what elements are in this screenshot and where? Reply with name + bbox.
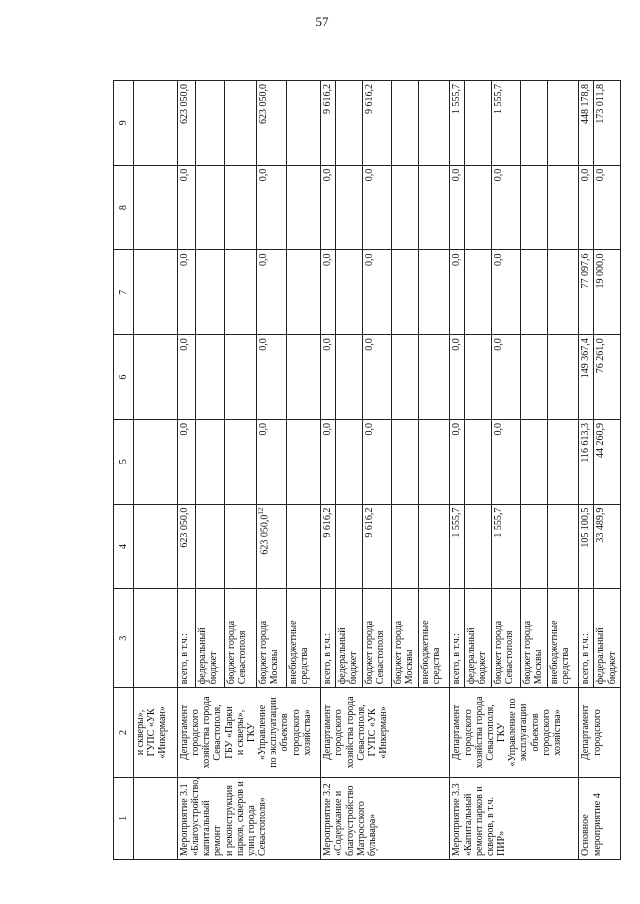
executor-cell [579,688,621,777]
text-line: федеральный бюджет [337,627,360,685]
amount-cell [286,419,320,504]
amount-cell [579,165,594,250]
text-line: городского [540,709,552,756]
text-line: внебюджетные [419,620,431,685]
amount-cell [391,419,418,504]
text-line: хозяйства» [552,709,564,756]
amount-value: 1 555,7 [451,84,463,114]
amount-value: 44 260,9 [595,422,607,458]
col-header: 6 [114,335,134,420]
amount-cell [257,250,287,335]
amount-cell [391,250,418,335]
text-line: Матросского [355,801,367,856]
funding-source-cell [450,589,465,688]
amount-cell [548,250,579,335]
amount-cell [286,335,320,420]
text-line: бюджет города [363,620,375,685]
amount-value: 0,0 [178,422,190,436]
amount-value: 0,0 [322,253,334,266]
text-line: улиц города [245,805,257,856]
text-line: городского [462,709,474,756]
amount-value: 0,0 [322,168,334,182]
text-line: объектов [279,713,291,752]
amount-value: 0,0 [580,168,592,182]
amount-cell [579,419,594,504]
amount-cell [321,335,336,420]
amount-cell [336,81,363,166]
amount-cell [418,335,449,420]
funding-source-cell [418,589,449,688]
text-line: всего, в т.ч.: [322,633,334,685]
funding-source-cell [177,589,195,688]
amount-cell [196,335,225,420]
amount-value: 19 000,0 [595,253,607,289]
amount-value: 33 489,9 [595,507,607,543]
amount-cell [594,165,621,250]
amount-cell [391,165,418,250]
table-cell [133,589,177,688]
amount-cell [336,504,363,589]
amount-cell [450,335,465,420]
amount-cell [465,419,492,504]
text-line: городского [591,709,603,756]
amount-value: 1 555,7 [451,507,463,538]
text-line: Севастополя [237,630,249,685]
amount-cell [286,165,320,250]
table-cell [133,250,177,335]
amount-cell [196,504,225,589]
amount-cell [362,165,391,250]
text-line: и реконструкция [223,785,235,856]
amount-value: 0,0 [363,253,375,266]
text-line: Москвы [404,649,415,685]
amount-value: 0,0 [363,422,375,436]
col-header: 8 [114,165,134,250]
amount-cell [594,250,621,335]
text-line: бюджет города [521,620,533,685]
amount-cell [286,250,320,335]
amount-cell [362,335,391,420]
amount-cell [520,165,547,250]
text-line: капитальный ремонт [201,800,224,856]
amount-value: 0,0 [258,168,270,182]
amount-cell [418,165,449,250]
amount-cell [177,335,195,420]
table-cell [133,165,177,250]
funding-source-cell [491,589,520,688]
amount-cell [225,81,257,166]
text-line: мероприятие 4 [591,793,603,856]
budget-table [113,80,621,860]
text-line: Москвы [533,649,545,685]
amount-cell [465,81,492,166]
text-line: бюджет города [392,620,404,685]
text-line: «Содержание и [333,790,345,856]
funding-source-cell [286,589,320,688]
text-line: всего, в т.ч.: [451,633,463,685]
amount-cell [336,419,363,504]
text-line: городского [290,709,302,756]
text-line: «Инкерман» [157,706,169,759]
amount-value: 623 050,0 [178,84,190,124]
text-line: внебюджетные [549,620,561,685]
amount-cell [594,419,621,504]
amount-value: 105 100,5 [580,507,592,548]
amount-cell [286,504,320,589]
amount-cell [362,250,391,335]
amount-cell [391,81,418,166]
amount-cell [548,419,579,504]
amount-value: 0,0 [451,168,463,182]
measure-name-cell [321,777,450,859]
amount-value: 0,0 [492,338,504,351]
amount-cell [336,165,363,250]
amount-value: 0,0 [178,168,190,182]
amount-cell [548,335,579,420]
amount-cell [321,250,336,335]
amount-cell [177,81,195,166]
table-cell [133,81,177,166]
amount-value: 0,0 [178,253,190,266]
text-line: Департамент [322,704,334,761]
amount-cell [321,504,336,589]
text-line: Севастополя [503,630,515,685]
text-line: Департамент [178,704,190,761]
amount-cell [225,419,257,504]
col-header: 7 [114,250,134,335]
text-line: средства [299,647,311,685]
funding-source-cell [321,589,336,688]
amount-value: 0,0 [258,253,270,266]
amount-value: 448 178,8 [580,84,592,124]
amount-cell [491,504,520,589]
amount-cell [177,419,195,504]
funding-source-cell [465,589,492,688]
amount-cell [520,504,547,589]
text-line: Мероприятие 3.2 [322,783,334,856]
text-line: объектов [529,713,541,752]
funding-source-cell [579,589,594,688]
amount-value: 0,0 [322,338,334,351]
text-line: федеральный бюджет [466,627,489,685]
amount-value: 116 613,3 [580,422,592,463]
amount-cell [491,335,520,420]
text-line: «Инкерман» [378,706,390,759]
amount-cell [196,250,225,335]
text-line: всего, в т.ч.: [178,633,190,685]
amount-value: 9 616,2 [322,84,334,114]
col-header: 9 [114,81,134,166]
amount-value: 149 367,4 [580,338,592,379]
amount-value: 9 616,2 [363,507,375,538]
text-line: эксплуатации [518,703,530,762]
amount-cell [594,504,621,589]
text-line: хозяйства города [344,696,356,769]
text-line: и скверы», [134,709,146,756]
amount-cell [450,250,465,335]
text-line: городского [333,709,345,756]
amount-cell [491,419,520,504]
text-line: благоустройство [344,785,356,856]
amount-cell [548,504,579,589]
text-line: Мероприятие 3.3 [451,783,463,856]
table-cell [133,335,177,420]
amount-cell [362,419,391,504]
amount-cell [491,250,520,335]
col-header: 3 [114,589,134,688]
col-header: 1 [114,777,134,859]
table-row [177,81,195,860]
amount-value: 0,0 [322,422,334,436]
amount-cell [418,81,449,166]
text-line: ГКУ [245,722,257,743]
footnote-marker: 12 [257,507,266,515]
text-line: ГУПС «УК [146,708,158,757]
amount-value: 0,0 [258,422,270,436]
amount-value: 0,0 [451,422,463,436]
amount-cell [257,419,287,504]
table-cell [133,504,177,589]
text-line: Мероприятие 3.1 [178,783,190,856]
amount-cell [579,335,594,420]
funding-source-cell [257,589,287,688]
text-line: хозяйства города [473,696,485,769]
text-line: Севастополя, [212,704,224,761]
amount-cell [257,165,287,250]
amount-cell [594,335,621,420]
text-line: ГБУ «Парки [223,706,235,759]
text-line: Департамент [580,704,592,761]
funding-source-cell [520,589,547,688]
amount-cell [548,81,579,166]
amount-cell [257,335,287,420]
table-cell [133,777,177,859]
amount-cell [450,504,465,589]
measure-name-cell [579,777,621,859]
executor-cell [321,688,450,777]
table-row [321,81,336,860]
rotated-table-wrapper [113,80,621,860]
amount-cell [362,81,391,166]
amount-cell [450,81,465,166]
text-line: Москвы [269,649,281,685]
amount-cell [196,165,225,250]
text-line: парков, скверов и [234,781,246,856]
amount-cell [362,504,391,589]
text-line: Севастополя, [355,704,367,761]
text-line: федеральный бюджет [595,627,618,685]
amount-cell [321,81,336,166]
amount-value: 0,0 [258,338,270,351]
amount-value: 623 050,0 [178,507,190,548]
text-line: Севастополя, [484,704,496,761]
text-line: и скверы», [234,709,246,756]
amount-cell [465,504,492,589]
text-line: всего, в т.ч.: [580,633,592,685]
text-line: средства [431,647,443,685]
amount-cell [418,504,449,589]
text-line: Основное [580,814,592,856]
amount-value: 0,0 [451,338,463,351]
text-line: федеральный бюджет [197,627,220,685]
amount-cell [257,81,287,166]
amount-cell [520,335,547,420]
amount-value: 1 555,7 [492,507,504,538]
col-header: 5 [114,419,134,504]
text-line: внебюджетные [287,620,299,685]
amount-value: 623 050,0 [259,514,271,555]
amount-cell [465,335,492,420]
text-line: ГУПС «УК [366,708,378,757]
amount-cell [520,81,547,166]
amount-cell [257,504,287,589]
text-line: бульвара» [366,813,378,856]
amount-cell [418,419,449,504]
amount-value: 0,0 [363,338,375,351]
amount-cell [579,250,594,335]
funding-source-cell [196,589,225,688]
text-line: средства [560,647,572,685]
text-line: Севастополя [374,630,386,685]
text-line: Севастополя» [257,797,269,856]
page-number: 57 [315,14,329,29]
measure-name-cell [450,777,579,859]
amount-cell [391,504,418,589]
amount-value: 77 097,6 [580,253,592,289]
amount-cell [450,165,465,250]
amount-value: 0,0 [451,253,463,266]
col-header: 2 [114,688,134,777]
funding-source-cell [225,589,257,688]
text-line: хозяйства города [201,696,213,769]
amount-cell [225,504,257,589]
amount-cell [548,165,579,250]
continuation-row [133,81,177,860]
table-row [450,81,465,860]
column-number-row [114,81,134,860]
amount-cell [177,165,195,250]
amount-cell [321,419,336,504]
text-line: «Управление [257,704,269,761]
text-line: бюджет города [492,620,504,685]
executor-cell [450,688,579,777]
table-cell [133,419,177,504]
amount-cell [321,165,336,250]
col-header: 4 [114,504,134,589]
amount-cell [579,81,594,166]
amount-value: 0,0 [492,253,504,266]
amount-value: 0,0 [492,168,504,182]
amount-cell [336,335,363,420]
text-line: ремонт парков и [473,786,485,856]
amount-cell [520,250,547,335]
amount-cell [225,335,257,420]
amount-cell [336,250,363,335]
funding-source-cell [336,589,363,688]
funding-source-cell [594,589,621,688]
executor-cell [177,688,320,777]
amount-value: 76 261,0 [595,338,607,374]
amount-value: 0,0 [363,168,375,182]
amount-value: 0,0 [595,168,607,182]
table-row [579,81,594,860]
amount-cell [391,335,418,420]
text-line: ГКУ [496,722,508,743]
text-line: бюджет города [258,620,270,685]
amount-value: 0,0 [178,338,190,351]
amount-value: 9 616,2 [363,84,375,114]
funding-source-cell [391,589,418,688]
amount-value: 623 050,0 [258,84,270,124]
amount-cell [196,419,225,504]
amount-cell [225,165,257,250]
text-line: «Капитальный [462,793,474,856]
text-line: по эксплуатации [268,697,280,768]
amount-cell [225,250,257,335]
funding-source-cell [362,589,391,688]
text-line: скверов, в т.ч. ПИР» [484,797,508,856]
text-line: городского [189,709,201,756]
amount-cell [286,81,320,166]
amount-cell [520,419,547,504]
amount-value: 173 011,8 [595,84,607,124]
amount-cell [465,250,492,335]
amount-cell [594,81,621,166]
amount-cell [579,504,594,589]
text-line: Департамент [451,704,463,761]
amount-value: 9 616,2 [322,507,334,538]
amount-value: 1 555,7 [492,84,504,114]
executor-cell [133,688,177,777]
measure-name-cell [177,777,320,859]
amount-cell [418,250,449,335]
amount-cell [177,504,195,589]
text-line: «Управление по [507,698,519,767]
text-line: хозяйства» [301,709,313,756]
amount-cell [177,250,195,335]
amount-value: 0,0 [492,422,504,436]
amount-cell [491,165,520,250]
amount-cell [450,419,465,504]
amount-cell [491,81,520,166]
text-line: «Благоустройство, [189,777,201,856]
amount-cell [465,165,492,250]
amount-cell [196,81,225,166]
funding-source-cell [548,589,579,688]
text-line: бюджет города [226,620,238,685]
